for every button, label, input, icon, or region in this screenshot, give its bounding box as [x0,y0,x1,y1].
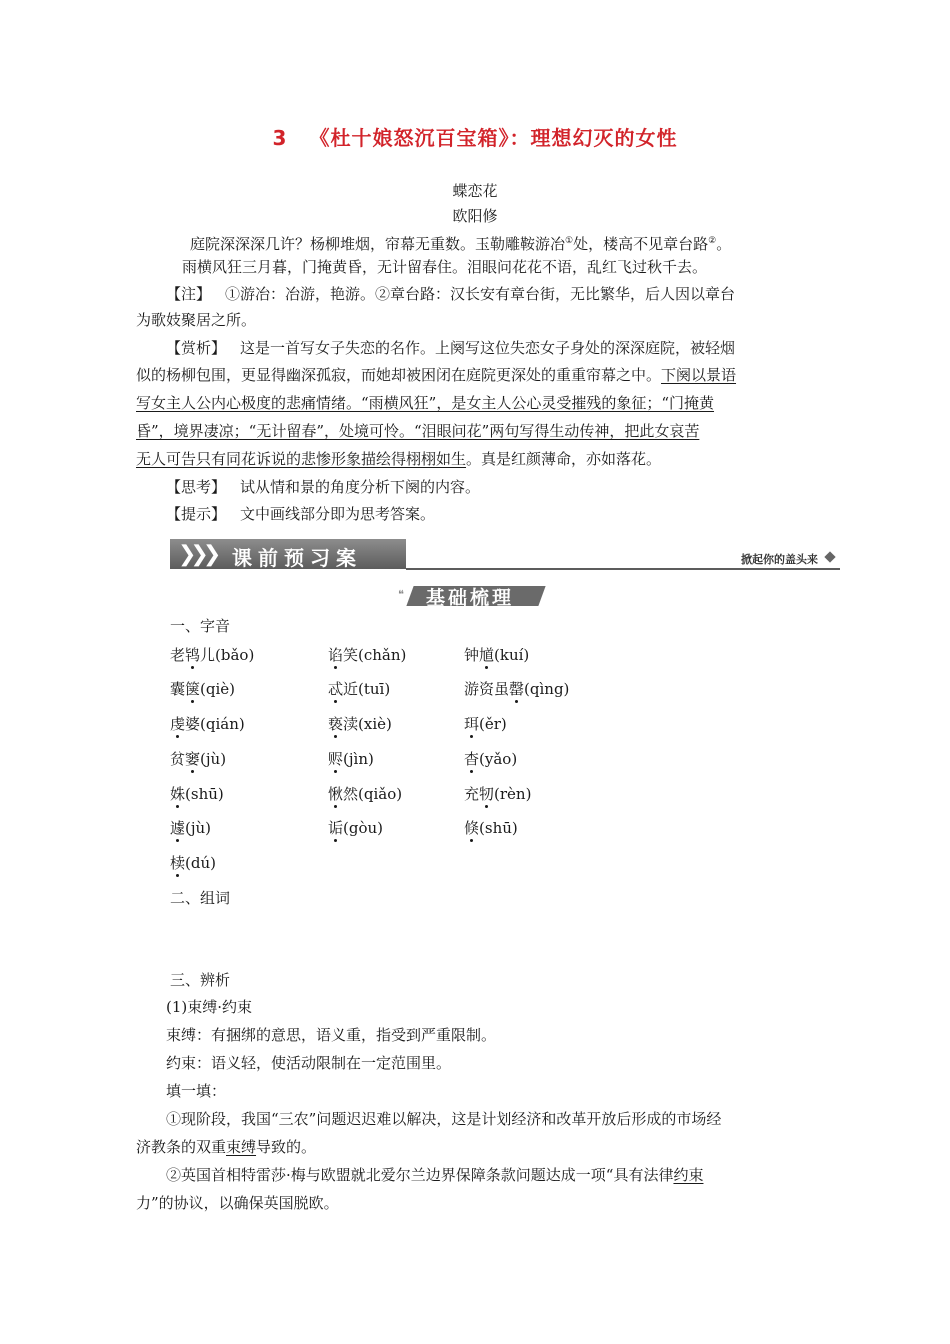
think-line: 【思考】 试从情和景的角度分析下阕的内容。 [166,478,481,496]
note-line-2: 为歌妓聚居之所。 [136,311,257,329]
pronunciation-item: 诟(gòu) [328,819,384,837]
hint-line: 【提示】 文中画线部分即为思考答案。 [166,505,436,523]
definition-1: 束缚：有捆绑的意思，语义重，指受到严重限制。 [166,1026,497,1044]
banner-subtitle: 掀起你的盖头来 [741,553,818,566]
poem-author: 欧阳修 [452,207,498,225]
poem-line-2: 雨横风狂三月暮，门掩黄昏，无计留春住。泪眼问花花不语，乱红飞过秋千去。 [182,258,708,276]
pronunciation-item: 倏(shū) [464,819,518,837]
pronunciation-item: 愀然(qiǎo) [328,785,403,803]
pronunciation-item: 忒近(tuī) [328,680,391,698]
fill-prompt: 填一填： [166,1082,227,1100]
pronunciation-item: 老鸨儿(bǎo) [170,646,255,664]
banner-title: 课前预习案 [232,546,362,570]
pronunciation-item: 杳(yǎo) [464,750,518,768]
pronunciation-item: 囊箧(qiè) [170,680,236,698]
pronunciation-item: 亵渎(xiè) [328,715,392,733]
quote-mark-icon: ❝ [398,588,404,601]
pronunciation-item: 姝(shū) [170,785,224,803]
analysis-label: 【赏析】 [166,339,227,357]
question-1-line-1: ①现阶段，我国“三农”问题迟迟难以解决，这是计划经济和改革开放后形成的市场经 [166,1110,722,1128]
section-heading-words: 二、组词 [170,889,231,907]
pronunciation-item: 钟馗(kuí) [464,646,530,664]
question-2-line-1: ②英国首相特雷莎·梅与欧盟就北爱尔兰边界保障条款问题达成一项“具有法律约束 [166,1166,704,1184]
chevron-right-icon: ❯❯❯ [178,542,216,567]
analysis-line-1: 【赏析】 这是一首写女子失恋的名作。上阕写这位失恋女子身处的深深庭院，被轻烟 [166,339,736,357]
question-1-line-2: 济教条的双重束缚导致的。 [136,1138,317,1156]
pronunciation-item: 谄笑(chǎn) [328,646,407,664]
section-banner [170,539,840,571]
analysis-line-3: 写女主人公内心极度的悲痛情绪。“雨横风狂”，是女主人公心灵受摧残的象征；“门掩黄 [136,394,715,412]
diamond-icon [824,551,835,562]
lesson-title [0,122,950,151]
pronunciation-item: 遽(jù) [170,819,212,837]
pronunciation-item: 珥(ěr) [464,715,507,733]
pronunciation-item: 虔婆(qián) [170,715,245,733]
think-label: 【思考】 [166,478,227,496]
section-heading-distinguish: 三、辨析 [170,971,231,989]
pronunciation-item: 充牣(rèn) [464,785,532,803]
lesson-title-text: 《杜十娘怒沉百宝箱》：理想幻灭的女性 [309,126,678,150]
note-label: 【注】 [166,285,212,303]
pronunciation-item: 游资虽罄(qìng) [464,680,570,698]
poem-name: 蝶恋花 [452,182,498,200]
hint-label: 【提示】 [166,505,227,523]
note-line-1: 【注】 ①游冶：冶游，艳游。②章台路：汉长安有章台街，无比繁华，后人因以章台 [166,285,736,303]
analysis-line-4: 昏”，境界凄凉；“无计留春”，处境可怜。“泪眼问花”两句写得生动传神，把此女哀苦 [136,422,700,440]
poem-line-1: 庭院深深深几许？杨柳堆烟，帘幕无重数。玉勒雕鞍游冶①处，楼高不见章台路②。 [190,235,732,253]
question-2-line-2: 力”的协议，以确保英国脱欧。 [136,1194,339,1212]
sub-banner-title: 基础梳理 [426,587,515,609]
analysis-line-2: 似的杨柳包围，更显得幽深孤寂，而她却被困闭在庭院更深处的重重帘幕之中。下阕以景语 [136,366,737,384]
banner-rule [406,568,840,570]
sub-banner [398,582,550,610]
lesson-number: 3 [272,126,288,150]
section-heading-pronunciation: 一、字音 [170,617,231,635]
definition-2: 约束：语义轻，使活动限制在一定范围里。 [166,1054,452,1072]
pronunciation-item: 赆(jìn) [328,750,374,768]
analysis-line-5: 无人可告只有同花诉说的悲惨形象描绘得栩栩如生。真是红颜薄命，亦如落花。 [136,450,662,468]
word-pair: (1)束缚·约束 [166,998,253,1016]
pronunciation-item: 椟(dú) [170,854,216,872]
pronunciation-item: 贫窭(jù) [170,750,227,768]
